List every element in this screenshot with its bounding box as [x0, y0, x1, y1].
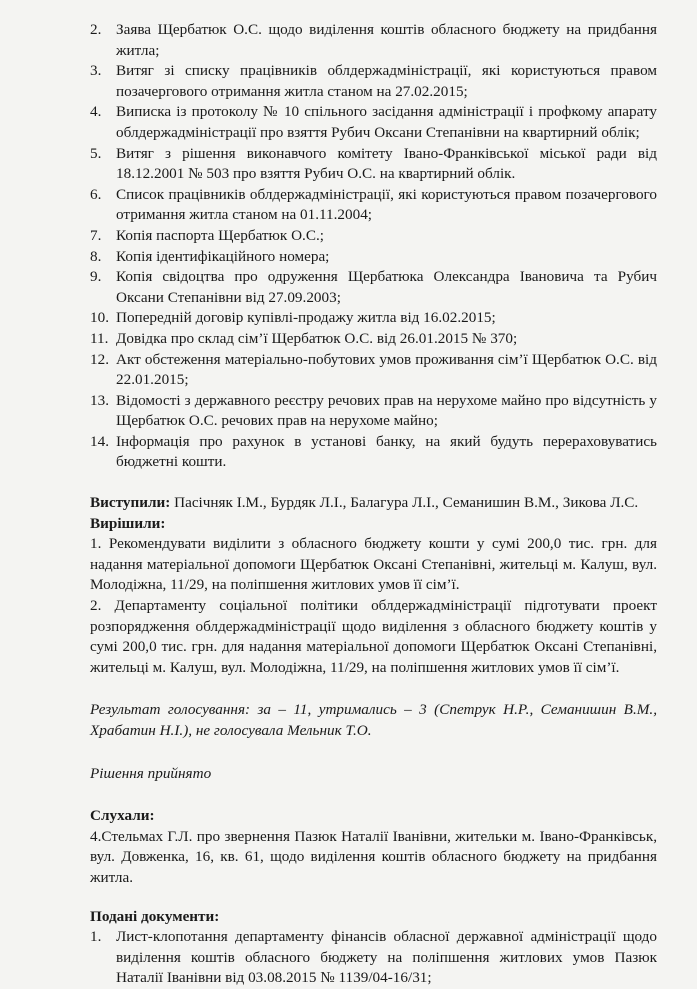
- list-item: [90, 308, 657, 329]
- item-text: Виписка із протоколу № 10 спільного засідання адміністрації і профкому апарату облдержадміністрації про взяття Рубич Оксани Степанівни на квартирний облік;: [116, 103, 657, 141]
- speakers-paragraph: [90, 493, 657, 514]
- list-item: [90, 144, 657, 185]
- item-text: Попередній договір купівлі-продажу житла від 16.02.2015;: [116, 309, 496, 327]
- item-number: 7.: [90, 226, 102, 244]
- item-number: 9.: [90, 268, 102, 286]
- item-text: Копія свідоцтва про одруження Щербатюка Олександра Івановича та Рубич Оксани Степанівни від 27.09.2003;: [116, 268, 657, 306]
- item-text: Копія паспорта Щербатюк О.С.;: [116, 226, 324, 244]
- item-number: 12.: [90, 350, 109, 368]
- submitted-documents-label: Подані документи:: [90, 907, 220, 925]
- item-text: Список працівників облдержадміністрації, які користуються правом позачергового отримання житла станом на 01.11.2004;: [116, 185, 657, 224]
- item-text: Лист-клопотання департаменту фінансів обласної державної адміністрації щодо виділення коштів обласного бюджету на поліпшення житлових умов Пазюк Наталії Іванівни від 03.08.2015 № 1139/04-16/31;: [116, 928, 657, 987]
- item-number: 14.: [90, 432, 109, 450]
- list-item: [90, 61, 657, 102]
- item-text: Витяг з рішення виконавчого комітету Івано-Франківської міської ради від 18.12.2001 № 503 про взяття Рубич О.С. на квартирний облік.: [116, 144, 657, 183]
- item-number: 13.: [90, 391, 109, 409]
- list-item: [90, 247, 657, 268]
- item-text: Заява Щербатюк О.С. щодо виділення коштів обласного бюджету на придбання житла;: [116, 21, 657, 59]
- list-item: [90, 329, 657, 350]
- decided-label: Вирішили:: [90, 514, 166, 532]
- vote-result: Результат голосування: за – 11, утримались – 3 (Спетрук Н.Р., Семанишин В.М., Храбатин Н.І.), не голосувала Мельник Т.О.: [90, 701, 657, 739]
- list-item: [90, 102, 657, 143]
- list-item: [90, 350, 657, 391]
- list-item: [90, 185, 657, 226]
- list-item: [90, 267, 657, 308]
- item-number: 11.: [90, 329, 109, 347]
- decision-item: 2. Департаменту соціальної політики облдержадміністрації підготувати проект розпорядження облдержадміністрації щодо виділення з обласного бюджету коштів у сумі 200,0 тис. грн. для надання матеріальної допомоги Щербатюк Оксані Степанівні, жительці м. Калуш, вул. Молодіжна, 11/29, на поліпшення житлових умов її сім’ї.: [90, 597, 657, 676]
- decision-accepted: Рішення прийнято: [90, 764, 212, 782]
- item-number: 1.: [90, 928, 102, 946]
- item-text: Довідка про склад сім’ї Щербатюк О.С. від 26.01.2015 № 370;: [116, 329, 518, 347]
- item-number: 3.: [90, 62, 102, 80]
- submitted-documents-list: [90, 927, 657, 989]
- item-text: Інформація про рахунок в установі банку, на який будуть перераховуватись бюджетні кошти.: [116, 432, 657, 471]
- item-number: 10.: [90, 309, 109, 327]
- list-item: [90, 391, 657, 432]
- item-number: 2.: [90, 21, 102, 38]
- list-item: [90, 927, 657, 989]
- documents-list: [90, 20, 657, 473]
- heard-text: 4.Стельмах Г.Л. про звернення Пазюк Наталії Іванівни, жительки м. Івано-Франківськ, вул. Довженка, 16, кв. 61, щодо виділення коштів обласного бюджету на придбання житла.: [90, 827, 657, 886]
- item-number: 6.: [90, 185, 102, 203]
- list-item: [90, 432, 657, 473]
- speakers-label: Виступили:: [90, 494, 171, 512]
- item-text: Акт обстеження матеріально-побутових умов проживання сім’ї Щербатюк О.С. від 22.01.2015;: [116, 350, 657, 389]
- speakers-text: Пасічняк І.М., Бурдяк Л.І., Балагура Л.І., Семанишин В.М., Зикова Л.С.: [170, 494, 639, 512]
- item-number: 8.: [90, 247, 102, 265]
- list-item: [90, 226, 657, 247]
- heard-label: Слухали:: [90, 807, 155, 825]
- list-item: [90, 20, 657, 61]
- item-number: 4.: [90, 103, 102, 121]
- item-text: Копія ідентифікаційного номера;: [116, 247, 330, 265]
- item-text: Відомості з державного реєстру речових прав на нерухоме майно про відсутність у Щербатюк О.С. речових прав на нерухоме майно;: [116, 391, 657, 430]
- item-number: 5.: [90, 144, 102, 162]
- decision-item: 1. Рекомендувати виділити з обласного бюджету кошти у сумі 200,0 тис. грн. для надання матеріальної допомоги Щербатюк Оксані Степанівні, жительці м. Калуш, вул. Молодіжна, 11/29, на поліпшення житлових умов її сім’ї.: [90, 535, 657, 594]
- item-text: Витяг зі списку працівників облдержадміністрації, які користуються правом позачергового отримання житла станом на 27.02.2015;: [116, 62, 657, 100]
